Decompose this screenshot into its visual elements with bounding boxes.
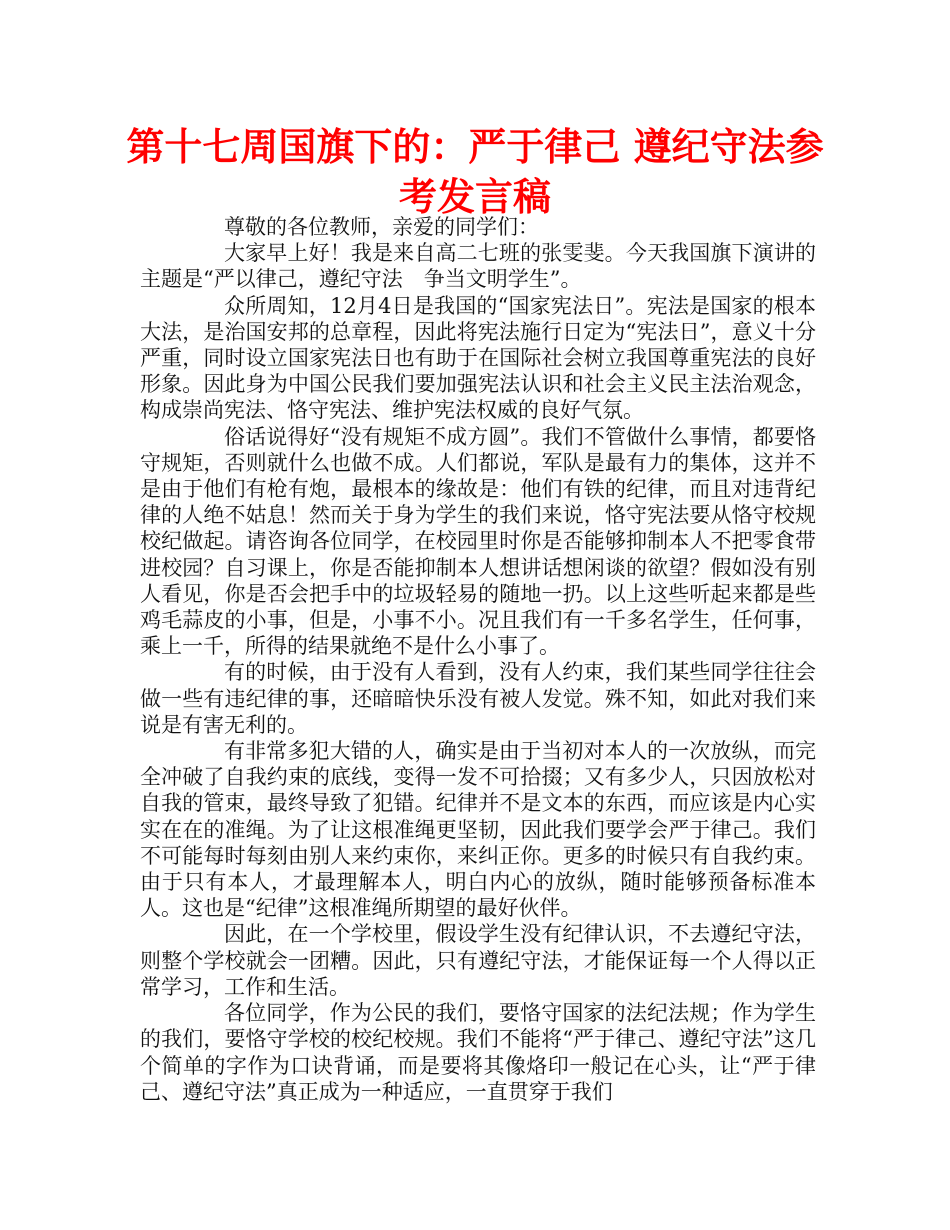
paragraph: 各位同学，作为公民的我们，要恪守国家的法纪法规；作为学生的我们，要恪守学校的校纪校规。我们不能将“严于律己、遵纪守法”这几个简单的字作为口诀背诵，而是要将其像烙印一般记在心头，让“严于律己、遵纪守法”真正成为一种适应，一直贯穿于我们 bbox=[140, 1001, 816, 1104]
paragraph: 因此，在一个学校里，假设学生没有纪律认识，不去遵纪守法，则整个学校就会一团糟。因此，只有遵纪守法，才能保证每一个人得以正常学习，工作和生活。 bbox=[140, 922, 816, 999]
paragraph: 俗话说得好“没有规矩不成方圆”。我们不管做什么事情，都要恪守规矩，否则就什么也做不成。人们都说，军队是最有力的集体，这并不是由于他们有枪有炮，最根本的缘故是：他们有铁的纪律，而且对违背纪律的人绝不姑息！然而关于身为学生的我们来说，恪守宪法要从恪守校规校纪做起。请咨询各位同学，在校园里时你是否能够抑制本人不把零食带进校园？自习课上，你是否能抑制本人想讲话想闲谈的欲望？假如没有别人看见，你是否会把手中的垃圾轻易的随地一扔。以上这些听起来都是些鸡毛蒜皮的小事，但是，小事不小。况且我们有一千多名学生，任何事，乘上一千，所得的结果就绝不是什么小事了。 bbox=[140, 424, 816, 659]
paragraph: 有的时候，由于没有人看到，没有人约束，我们某些同学往往会做一些有违纪律的事，还暗暗快乐没有被人发觉。殊不知，如此对我们来说是有害无利的。 bbox=[140, 660, 816, 737]
paragraph: 有非常多犯大错的人，确实是由于当初对本人的一次放纵，而完全冲破了自我约束的底线，变得一发不可拾掇；又有多少人，只因放松对自我的管束，最终导致了犯错。纪律并不是文本的东西，而应该是内心实实在在的准绳。为了让这根准绳更坚韧，因此我们要学会严于律己。我们不可能每时每刻由别人来约束你，来纠正你。更多的时候只有自我约束。由于只有本人，才最理解本人，明白内心的放纵，随时能够预备标准本人。这也是“纪律”这根准绳所期望的最好伙伴。 bbox=[140, 739, 816, 921]
paragraph: 大家早上好！我是来自高二七班的张雯斐。今天我国旗下演讲的主题是“严以律己，遵纪守法 争当文明学生”。 bbox=[140, 241, 816, 292]
document-body bbox=[140, 214, 816, 1105]
paragraph-salutation: 尊敬的各位教师，亲爱的同学们： bbox=[224, 215, 539, 239]
document-title: 第十七周国旗下的：严于律己 遵纪守法参考发言稿 bbox=[126, 125, 824, 219]
paragraph: 众所周知，12月4日是我国的“国家宪法日”。宪法是国家的根本大法，是治国安邦的总章程，因此将宪法施行日定为“宪法日”，意义十分严重，同时设立国家宪法日也有助于在国际社会树立我国尊重宪法的良好形象。因此身为中国公民我们要加强宪法认识和社会主义民主法治观念，构成崇尚宪法、恪守宪法、维护宪法权威的良好气氛。 bbox=[140, 293, 816, 423]
